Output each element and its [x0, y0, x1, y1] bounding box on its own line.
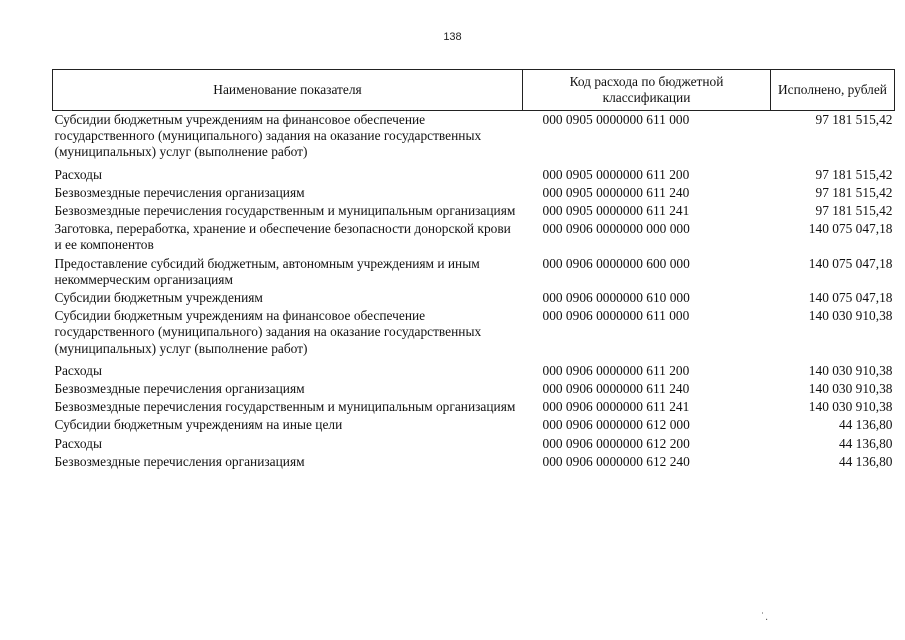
table-row: [53, 289, 895, 307]
cell-budget-code: 000 0905 0000000 611 240: [542, 184, 690, 200]
header-row: [53, 70, 895, 111]
cell-indicator-name: Безвозмездные перечисления организациям: [54, 381, 305, 397]
table-row: [53, 162, 895, 184]
cell-budget-code: 000 0906 0000000 611 200: [542, 362, 690, 378]
cell-executed-sum: 97 181 515,42: [815, 184, 893, 200]
cell-executed-sum: 140 075 047,18: [808, 221, 893, 237]
cell-budget-code: 000 0906 0000000 600 000: [542, 255, 690, 271]
cell-indicator-name: Предоставление субсидий бюджетным, автономным учреждениям и иным некоммерческим организациям: [54, 255, 480, 287]
cell-indicator-name: Субсидии бюджетным учреждениям: [54, 290, 263, 306]
cell-indicator-name: Расходы: [54, 435, 102, 451]
scan-artifact-mark: ˙.: [760, 612, 769, 623]
table-body: [53, 111, 895, 472]
cell-executed-sum: 140 030 910,38: [808, 308, 893, 324]
cell-executed-sum: 140 075 047,18: [808, 290, 893, 306]
cell-budget-code: 000 0905 0000000 611 200: [542, 166, 690, 182]
cell-budget-code: 000 0906 0000000 612 000: [542, 417, 690, 433]
cell-executed-sum: 140 030 910,38: [808, 381, 893, 397]
table-row: [53, 307, 895, 358]
table-row: [53, 416, 895, 434]
cell-executed-sum: 140 030 910,38: [808, 399, 893, 415]
header-budget-code: Код расхода по бюджетной классификации: [523, 70, 771, 111]
cell-indicator-name: Расходы: [54, 166, 102, 182]
cell-budget-code: 000 0906 0000000 612 240: [542, 453, 690, 469]
cell-indicator-name: Безвозмездные перечисления государственным и муниципальным организациям: [54, 399, 516, 415]
cell-executed-sum: 140 075 047,18: [808, 255, 893, 271]
table-row: [53, 398, 895, 416]
cell-indicator-name: Безвозмездные перечисления организациям: [54, 184, 305, 200]
cell-budget-code: 000 0906 0000000 612 200: [542, 435, 690, 451]
cell-executed-sum: 44 136,80: [838, 435, 893, 451]
table-row: [53, 202, 895, 220]
cell-executed-sum: 97 181 515,42: [815, 166, 893, 182]
cell-indicator-name: Заготовка, переработка, хранение и обеспечение безопасности донорской крови и ее компонентов: [54, 221, 511, 253]
header-executed-sum: Исполнено, рублей: [771, 70, 895, 111]
table-row: [53, 220, 895, 254]
budget-execution-table: [52, 69, 895, 471]
cell-budget-code: 000 0905 0000000 611 241: [542, 203, 690, 219]
cell-executed-sum: 44 136,80: [838, 417, 893, 433]
cell-budget-code: 000 0906 0000000 610 000: [542, 290, 690, 306]
table-row: [53, 380, 895, 398]
table-header: [53, 70, 895, 111]
table-row: [53, 255, 895, 289]
cell-budget-code: 000 0906 0000000 611 000: [542, 308, 690, 324]
cell-executed-sum: 97 181 515,42: [815, 112, 893, 127]
table-row: [53, 435, 895, 453]
table-row: [53, 111, 895, 162]
cell-executed-sum: 140 030 910,38: [808, 362, 893, 378]
cell-executed-sum: 44 136,80: [838, 453, 893, 469]
table-row: [53, 184, 895, 202]
cell-budget-code: 000 0905 0000000 611 000: [542, 112, 690, 127]
cell-budget-code: 000 0906 0000000 000 000: [542, 221, 690, 237]
cell-indicator-name: Расходы: [54, 362, 102, 378]
page-number: 138: [443, 31, 462, 43]
cell-budget-code: 000 0906 0000000 611 241: [542, 399, 690, 415]
table-row: [53, 358, 895, 380]
cell-executed-sum: 97 181 515,42: [815, 203, 893, 219]
header-indicator-name: Наименование показателя: [53, 70, 523, 111]
cell-indicator-name: Субсидии бюджетным учреждениям на финансовое обеспечение государственного (муниципального) задания на оказание государственных (муниципальных) услуг (выполнение работ): [54, 112, 482, 160]
cell-indicator-name: Субсидии бюджетным учреждениям на иные цели: [54, 417, 343, 433]
cell-indicator-name: Субсидии бюджетным учреждениям на финансовое обеспечение государственного (муниципального) задания на оказание государственных (муниципальных) услуг (выполнение работ): [54, 308, 482, 356]
cell-indicator-name: Безвозмездные перечисления государственным и муниципальным организациям: [54, 203, 516, 219]
cell-budget-code: 000 0906 0000000 611 240: [542, 381, 690, 397]
cell-indicator-name: Безвозмездные перечисления организациям: [54, 453, 305, 469]
table-row: [53, 453, 895, 471]
